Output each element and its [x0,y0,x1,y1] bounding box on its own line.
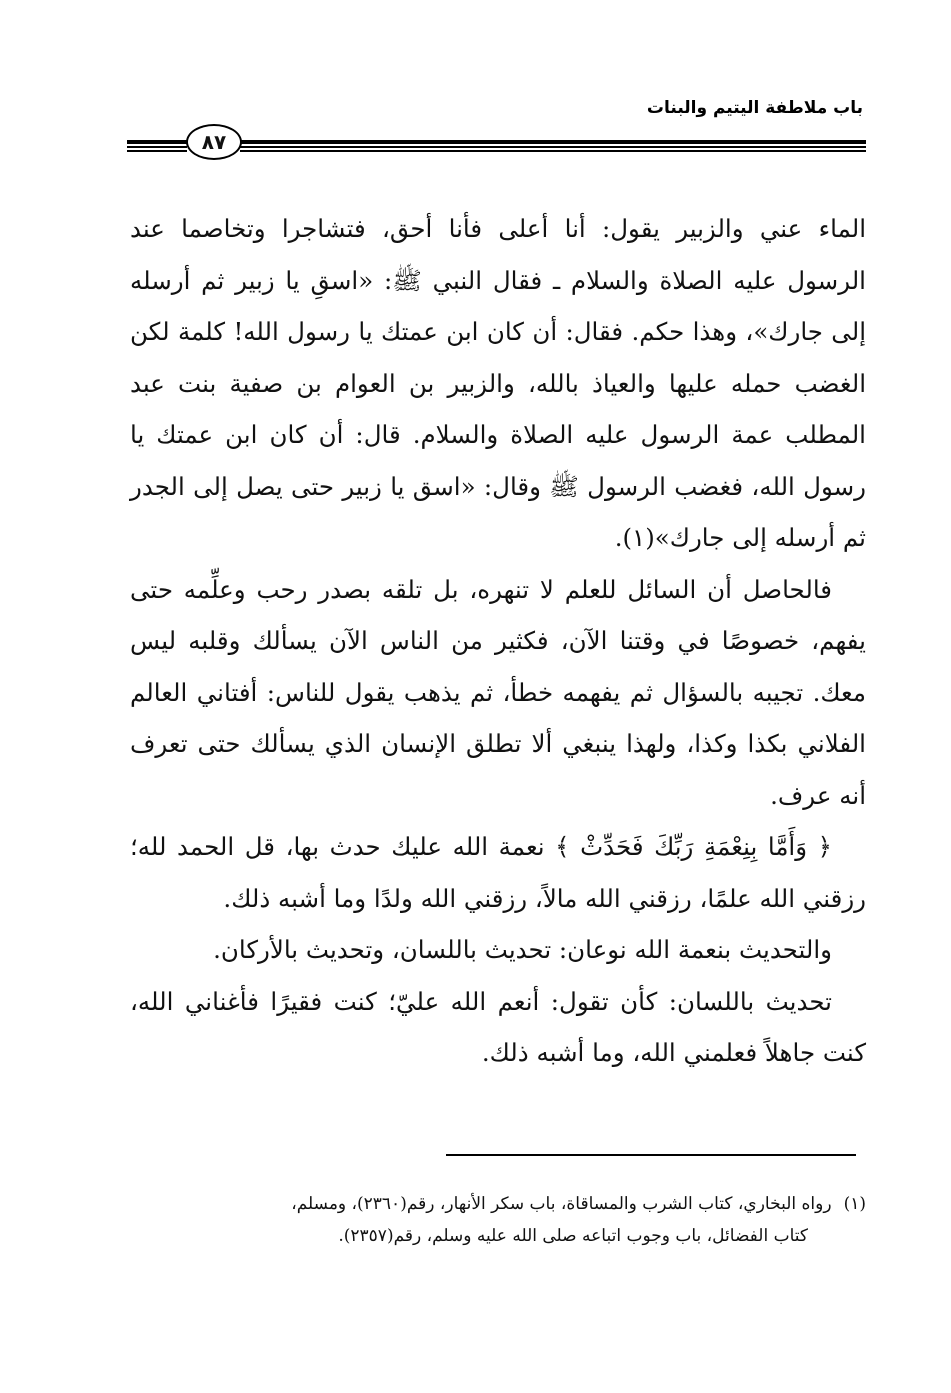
page-number: ٨٧ [186,124,242,160]
quran-paragraph: ﴿ وَأَمَّا بِنِعْمَةِ رَبِّكَ فَحَدِّثْ ﴾ نعمة الله عليك حدث بها، قل الحمد لله؛ رزقني الله علمًا، رزقني الله مالاً، رزقني الله ولدًا وما أشبه ذلك. [130,832,866,913]
chapter-title: باب ملاطفة اليتيم والبنات [646,98,863,118]
footnote-line: كتاب الفضائل، باب وجوب اتباعه صلى الله عليه وسلم، رقم(٢٣٥٧). [338,1226,808,1246]
header-rule-left [127,140,187,154]
footnote-line: رواه البخاري، كتاب الشرب والمساقاة، باب سكر الأنهار، رقم(٢٣٦٠)، ومسلم، [291,1194,832,1214]
paragraph: تحديث باللسان: كأن تقول: أنعم الله عليّ؛ كنت فقيرًا فأغناني الله، كنت جاهلاً فعلمني الله، وما أشبه ذلك. [130,986,866,1067]
footnote [138,1188,866,1252]
paragraph: فالحاصل أن السائل للعلم لا تنهره، بل تلقه بصدر رحب وعلِّمه حتى يفهم، خصوصًا في وقتنا الآن، فكثير من الناس الآن يسألك وقلبه ليس معك. تجيبه بالسؤال ثم يفهمه خطأ، ثم يذهب يقول للناس: أفتاني العالم الفلاني بكذا وكذا، ولهذا ينبغي ألا تطلق الإنسان الذي يسألك حتى تعرف أنه عرف. [130,574,866,810]
paragraph: الماء عني والزبير يقول: أنا أعلى فأنا أحق، فتشاجرا وتخاصما عند الرسول عليه الصلاة والسلام ـ فقال النبي ﷺ: «اسقِ يا زبير ثم أرسله إلى جارك»، وهذا حكم. فقال: أن كان ابن عمتك يا رسول الله! كلمة لكن الغضب حمله عليها والعياذ بالله، والزبير بن العوام بن صفية بنت عبد المطلب عمة الرسول عليه الصلاة والسلام. قال: أن كان ابن عمتك يا رسول الله، فغضب الرسول ﷺ وقال: «اسق يا زبير حتى يصل إلى الجدر ثم أرسله إلى جارك»(١). [130,214,866,552]
footnote-marker: (١) [843,1194,866,1214]
main-text [130,203,866,1079]
header-rule-right [240,140,866,154]
paragraph: والتحديث بنعمة الله نوعان: تحديث باللسان، وتحديث بالأركان. [213,935,832,964]
footnote-divider [446,1154,856,1156]
